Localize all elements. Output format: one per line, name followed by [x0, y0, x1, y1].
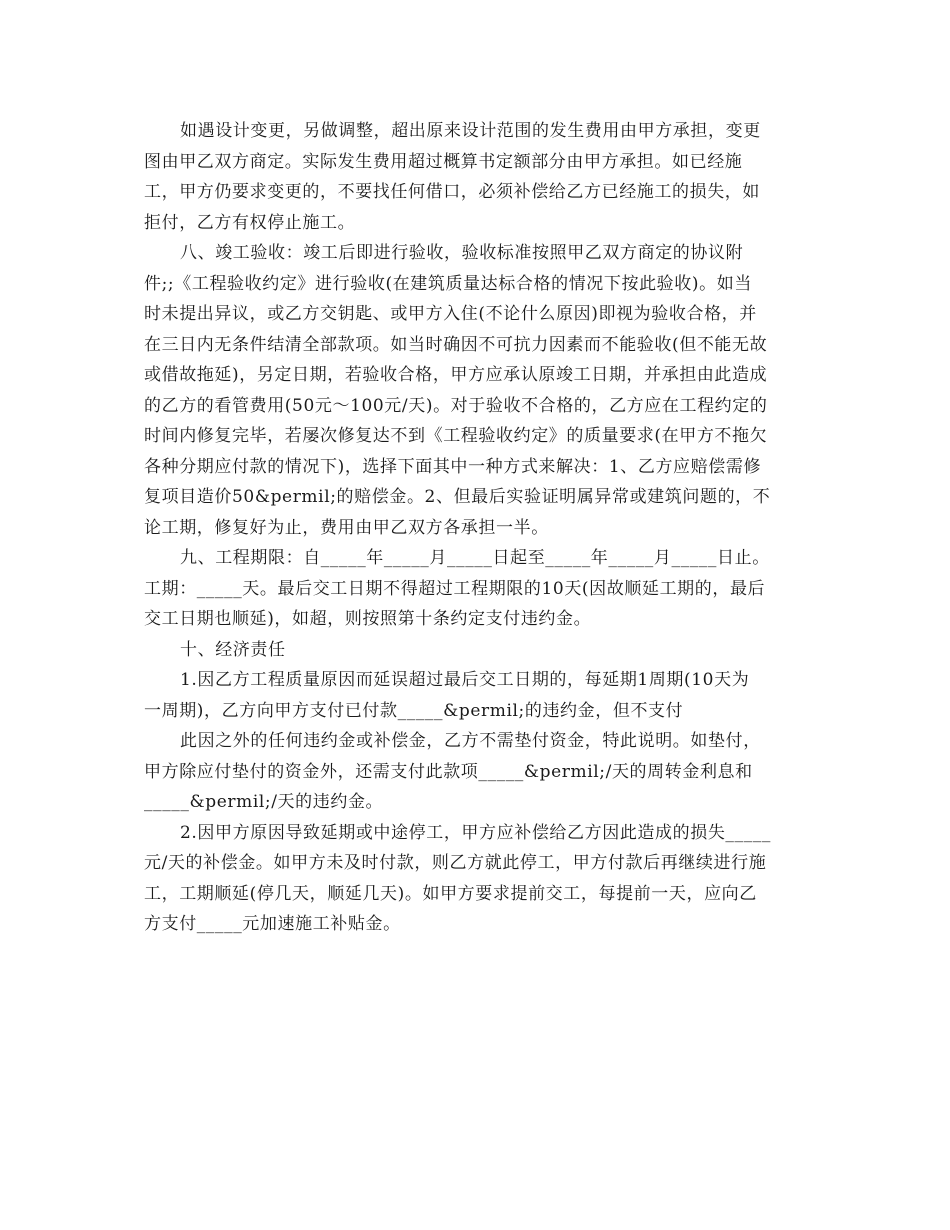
text-line: 甲方除应付垫付的资金外，还需支付此款项_____&permil;/天的周转金利息和: [144, 761, 753, 782]
text-line: 的乙方的看管费用(50元～100元/天)。对于验收不合格的，乙方应在工程约定的: [144, 395, 768, 416]
text-line: 时未提出异议，或乙方交钥匙、或甲方入住(不论什么原因)即视为验收合格，并: [144, 304, 757, 324]
text-line: 工，工期顺延(停几天，顺延几天)。如甲方要求提前交工，每提前一天，应向乙: [144, 883, 757, 904]
text-line: 件;;《工程验收约定》进行验收(在建筑质量达标合格的情况下按此验收)。如当: [144, 273, 752, 294]
text-line: _____&permil;/天的违约金。: [144, 792, 384, 812]
text-line: 一周期)，乙方向甲方支付已付款_____&permil;的违约金，但不支付: [144, 700, 684, 721]
text-line: 此因之外的任何违约金或补偿金，乙方不需垫付资金，特此说明。如垫付，: [180, 731, 761, 751]
text-line: 1.因乙方工程质量原因而延误超过最后交工日期的，每延期1周期(10天为: [180, 670, 750, 690]
text-line: 时间内修复完毕，若屡次修复达不到《工程验收约定》的质量要求(在甲方不拖欠: [144, 426, 768, 446]
text-line: 复项目造价50&permil;的赔偿金。2、但最后实验证明属异常或建筑问题的，不: [144, 487, 771, 507]
document-body: [144, 116, 809, 940]
text-line: 工，甲方仍要求变更的，不要找任何借口，必须补偿给乙方已经施工的损失，如: [144, 182, 760, 202]
text-line: 八、竣工验收：竣工后即进行验收，验收标准按照甲乙双方商定的协议附: [180, 243, 744, 263]
text-line: 如遇设计变更，另做调整，超出原来设计范围的发生费用由甲方承担，变更: [180, 121, 761, 141]
text-line: 2.因甲方原因导致延期或中途停工，甲方应补偿给乙方因此造成的损失_____: [180, 822, 771, 843]
text-line: 图由甲乙双方商定。实际发生费用超过概算书定额部分由甲方承担。如已经施: [144, 151, 743, 172]
text-line: 元/天的补偿金。如甲方未及时付款，则乙方就此停工，甲方付款后再继续进行施: [144, 853, 767, 873]
text-line: 各种分期应付款的情况下)，选择下面其中一种方式来解决：1、乙方应赔偿需修: [144, 456, 762, 477]
text-line: 交工日期也顺延)，如超，则按照第十条约定支付违约金。: [144, 609, 592, 629]
text-line: 在三日内无条件结清全部款项。如当时确因不可抗力因素而不能验收(但不能无故: [144, 334, 768, 355]
text-line: 九、工程期限：自_____年_____月_____日起至_____年_____月_____日止。: [180, 548, 770, 568]
text-line: 十、经济责任: [180, 639, 286, 660]
text-line: 方支付_____元加速施工补贴金。: [144, 914, 401, 934]
text-line: 或借故拖延)，另定日期，若验收合格，甲方应承认原竣工日期，并承担由此造成: [144, 365, 768, 385]
text-line: 拒付，乙方有权停止施工。: [144, 212, 356, 233]
text-line: 论工期，修复好为止，费用由甲乙双方各承担一半。: [144, 517, 549, 538]
text-line: 工期：_____天。最后交工日期不得超过工程期限的10天(因故顺延工期的，最后: [144, 578, 766, 599]
